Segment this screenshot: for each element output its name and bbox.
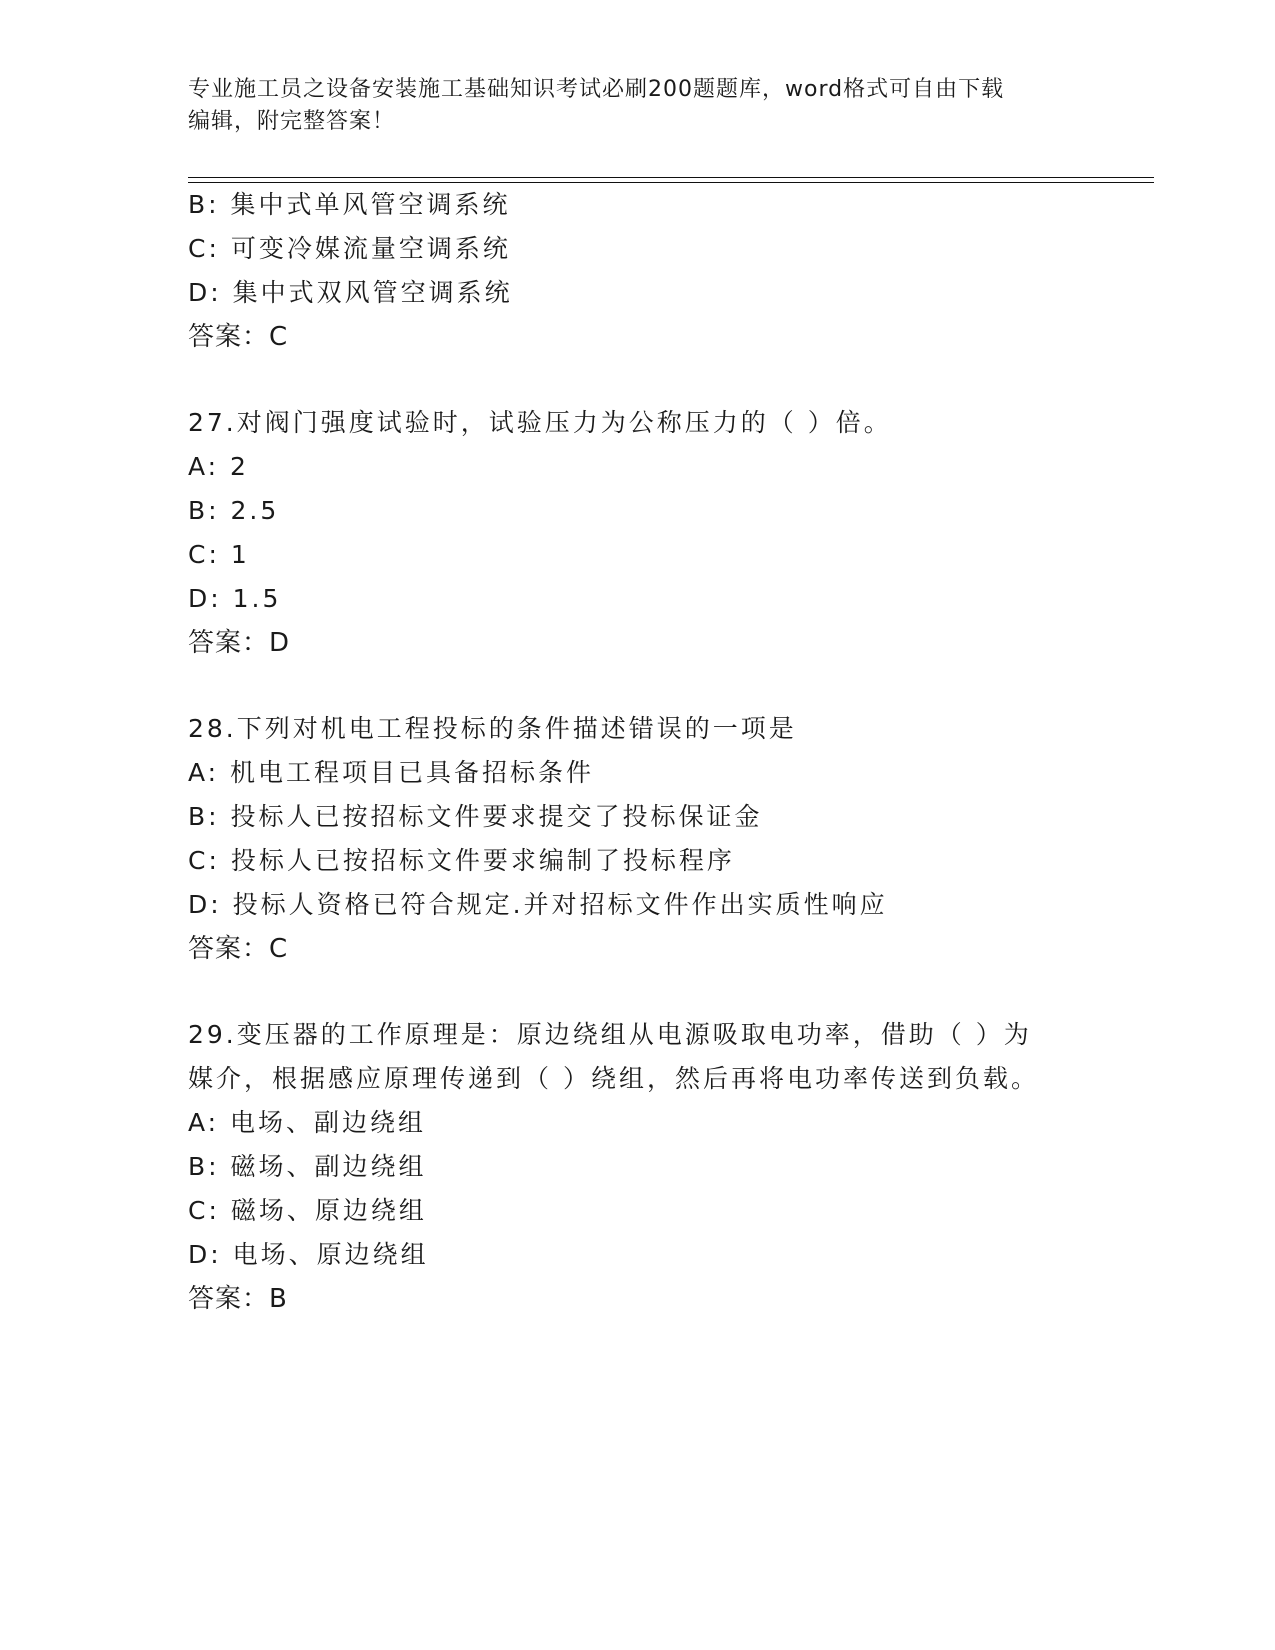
q29-stem-line-1: 29.变压器的工作原理是：原边绕组从电源吸取电功率，借助（ ）为 — [188, 1020, 1032, 1049]
q29-option-b: B: 磁场、副边绕组 — [188, 1152, 427, 1181]
q27-option-a: A: 2 — [188, 452, 249, 481]
header-line-2: 编辑，附完整答案！ — [188, 109, 396, 134]
q29-answer: 答案：B — [188, 1284, 288, 1314]
q27-answer: 答案：D — [188, 628, 291, 658]
q27-option-b: B: 2.5 — [188, 496, 280, 525]
header-line-1: 专业施工员之设备安装施工基础知识考试必刷200题题库，word格式可自由下载 — [188, 77, 1005, 102]
q28-option-d: D: 投标人资格已符合规定.并对招标文件作出实质性响应 — [188, 890, 888, 919]
q29-option-d: D: 电场、原边绕组 — [188, 1240, 429, 1269]
q27-option-c: C: 1 — [188, 540, 250, 569]
q28-answer: 答案：C — [188, 934, 289, 964]
header-divider-bottom — [188, 182, 1154, 183]
q26-option-d: D: 集中式双风管空调系统 — [188, 278, 513, 307]
q26-option-b: B: 集中式单风管空调系统 — [188, 190, 511, 219]
header-divider-top — [188, 177, 1154, 178]
q28-option-a: A: 机电工程项目已具备招标条件 — [188, 758, 595, 787]
q27-stem: 27.对阀门强度试验时，试验压力为公称压力的（ ）倍。 — [188, 408, 892, 437]
document-header — [188, 74, 1068, 138]
q26-answer: 答案：C — [188, 322, 289, 352]
q29-stem-line-2: 媒介，根据感应原理传递到（ ）绕组，然后再将电功率传送到负载。 — [188, 1064, 1039, 1093]
q29-option-a: A: 电场、副边绕组 — [188, 1108, 427, 1137]
q29-option-c: C: 磁场、原边绕组 — [188, 1196, 427, 1225]
q28-option-b: B: 投标人已按招标文件要求提交了投标保证金 — [188, 802, 763, 831]
q26-option-c: C: 可变冷媒流量空调系统 — [188, 234, 511, 263]
q28-stem: 28.下列对机电工程投标的条件描述错误的一项是 — [188, 714, 797, 743]
q28-option-c: C: 投标人已按招标文件要求编制了投标程序 — [188, 846, 735, 875]
q27-option-d: D: 1.5 — [188, 584, 282, 613]
